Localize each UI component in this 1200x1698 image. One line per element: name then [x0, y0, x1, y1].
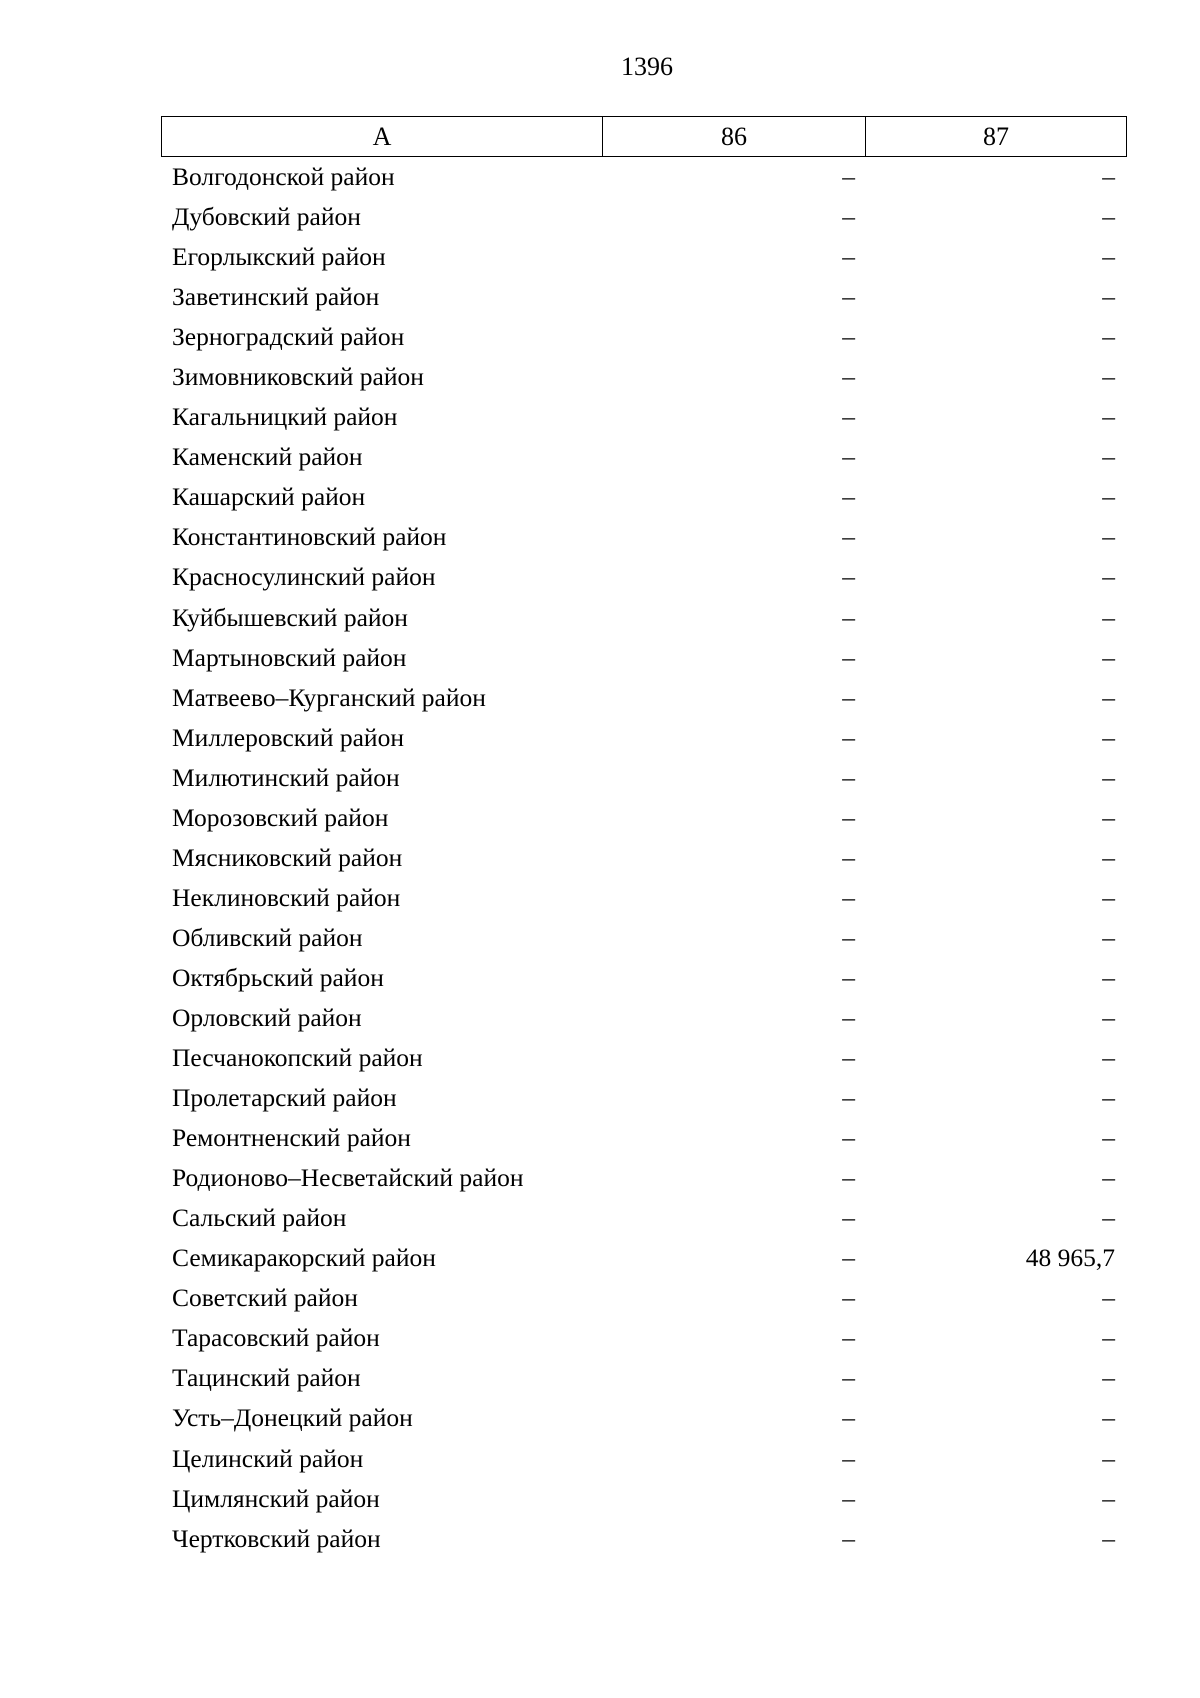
value-column-87: – [1102, 1283, 1115, 1313]
table-row [161, 357, 1127, 397]
value-column-86: – [842, 162, 855, 192]
district-name: Дубовский район [172, 202, 361, 232]
table-row [161, 1318, 1127, 1358]
table-row [161, 718, 1127, 758]
district-name: Чертковский район [172, 1523, 381, 1553]
district-name: Тарасовский район [172, 1323, 380, 1353]
value-column-86: – [842, 682, 855, 712]
value-column-86: – [842, 1283, 855, 1313]
district-name: Кашарский район [172, 482, 366, 512]
district-name: Зимовниковский район [172, 362, 424, 392]
value-column-87: – [1102, 282, 1115, 312]
value-column-87: – [1102, 1123, 1115, 1153]
value-column-86: – [842, 602, 855, 632]
value-column-86: – [842, 1483, 855, 1513]
value-column-87: – [1102, 1163, 1115, 1193]
value-column-86: – [842, 642, 855, 672]
value-column-87: – [1102, 1523, 1115, 1553]
value-column-86: – [842, 722, 855, 752]
value-column-87: – [1102, 1043, 1115, 1073]
value-column-86: – [842, 362, 855, 392]
district-name: Ремонтненский район [172, 1123, 411, 1153]
district-name: Тацинский район [172, 1363, 361, 1393]
district-name: Красносулинский район [172, 562, 436, 592]
district-name: Мясниковский район [172, 842, 403, 872]
value-column-86: – [842, 1163, 855, 1193]
table-row [161, 517, 1127, 557]
value-column-86: – [842, 1243, 855, 1273]
table-row [161, 397, 1127, 437]
value-column-87: – [1102, 762, 1115, 792]
value-column-86: – [842, 202, 855, 232]
table-row [161, 838, 1127, 878]
value-column-87: – [1102, 1443, 1115, 1473]
value-column-86: – [842, 402, 855, 432]
value-column-86: – [842, 962, 855, 992]
table-row [161, 1038, 1127, 1078]
header-column-86: 86 [603, 117, 866, 156]
table-row [161, 1118, 1127, 1158]
value-column-87: – [1102, 882, 1115, 912]
value-column-87: – [1102, 682, 1115, 712]
district-name: Семикаракорский район [172, 1243, 436, 1273]
district-name: Обливский район [172, 922, 363, 952]
value-column-87: – [1102, 482, 1115, 512]
value-column-86: – [842, 282, 855, 312]
header-column-a: А [162, 117, 603, 156]
value-column-87: – [1102, 242, 1115, 272]
table-row [161, 638, 1127, 678]
district-name: Усть–Донецкий район [172, 1403, 413, 1433]
district-name: Неклиновский район [172, 882, 401, 912]
value-column-86: – [842, 562, 855, 592]
district-name: Сальский район [172, 1203, 347, 1233]
value-column-87: – [1102, 442, 1115, 472]
district-name: Константиновский район [172, 522, 447, 552]
value-column-87: – [1102, 962, 1115, 992]
district-name: Каменский район [172, 442, 363, 472]
value-column-86: – [842, 842, 855, 872]
table-row [161, 317, 1127, 357]
district-name: Морозовский район [172, 802, 389, 832]
table-body [161, 157, 1127, 1559]
table-row [161, 878, 1127, 918]
table-row [161, 1158, 1127, 1198]
table-row [161, 1479, 1127, 1519]
district-name: Зерноградский район [172, 322, 405, 352]
value-column-87: – [1102, 562, 1115, 592]
table-row [161, 477, 1127, 517]
table-row [161, 798, 1127, 838]
table-row [161, 157, 1127, 197]
value-column-86: – [842, 482, 855, 512]
value-column-87: – [1102, 322, 1115, 352]
page-number: 1396 [621, 52, 673, 81]
value-column-87: – [1102, 1203, 1115, 1233]
value-column-87: 48 965,7 [1025, 1243, 1115, 1273]
table-row [161, 1519, 1127, 1559]
district-name: Заветинский район [172, 282, 380, 312]
value-column-86: – [842, 882, 855, 912]
district-name: Кагальницкий район [172, 402, 398, 432]
table-row [161, 1198, 1127, 1238]
district-name: Мартыновский район [172, 642, 407, 672]
district-name: Советский район [172, 1283, 358, 1313]
value-column-86: – [842, 1323, 855, 1353]
table-row [161, 1078, 1127, 1118]
district-name: Песчанокопский район [172, 1043, 423, 1073]
value-column-86: – [842, 1123, 855, 1153]
value-column-87: – [1102, 602, 1115, 632]
value-column-86: – [842, 762, 855, 792]
value-column-87: – [1102, 1323, 1115, 1353]
value-column-87: – [1102, 362, 1115, 392]
value-column-87: – [1102, 1403, 1115, 1433]
value-column-87: – [1102, 642, 1115, 672]
header-column-87: 87 [983, 121, 1009, 151]
district-name: Пролетарский район [172, 1083, 397, 1113]
district-name: Егорлыкский район [172, 242, 386, 272]
district-name: Цимлянский район [172, 1483, 380, 1513]
table-row [161, 918, 1127, 958]
district-name: Куйбышевский район [172, 602, 408, 632]
table-row [161, 1238, 1127, 1278]
value-column-87: – [1102, 922, 1115, 952]
value-column-87: – [1102, 802, 1115, 832]
value-column-87: – [1102, 402, 1115, 432]
district-name: Матвеево–Курганский район [172, 682, 486, 712]
district-name: Милютинский район [172, 762, 400, 792]
table-row [161, 998, 1127, 1038]
value-column-86: – [842, 522, 855, 552]
table-row [161, 1439, 1127, 1479]
value-column-87: – [1102, 162, 1115, 192]
table-row [161, 237, 1127, 277]
value-column-86: – [842, 922, 855, 952]
table-row [161, 958, 1127, 998]
value-column-86: – [842, 1043, 855, 1073]
district-name: Октябрьский район [172, 962, 384, 992]
table-row [161, 1358, 1127, 1398]
value-column-86: – [842, 1203, 855, 1233]
value-column-86: – [842, 1403, 855, 1433]
table-row [161, 678, 1127, 718]
value-column-87: – [1102, 1083, 1115, 1113]
table-header [161, 116, 1127, 157]
district-name: Родионово–Несветайский район [172, 1163, 524, 1193]
value-column-87: – [1102, 842, 1115, 872]
value-column-86: – [842, 442, 855, 472]
district-name: Целинский район [172, 1443, 364, 1473]
value-column-86: – [842, 1523, 855, 1553]
table-row [161, 758, 1127, 798]
value-column-86: – [842, 1443, 855, 1473]
table-row [161, 437, 1127, 477]
table-row [161, 277, 1127, 317]
value-column-87: – [1102, 202, 1115, 232]
table-row [161, 197, 1127, 237]
district-name: Миллеровский район [172, 722, 404, 752]
table-row [161, 1278, 1127, 1318]
value-column-87: – [1102, 522, 1115, 552]
value-column-86: – [842, 242, 855, 272]
value-column-86: – [842, 322, 855, 352]
value-column-86: – [842, 1003, 855, 1032]
value-column-87: – [1102, 722, 1115, 752]
district-name: Орловский район [172, 1003, 362, 1032]
value-column-86: – [842, 802, 855, 832]
value-column-86: – [842, 1083, 855, 1113]
table-row [161, 598, 1127, 638]
value-column-87: – [1102, 1483, 1115, 1513]
district-name: Волгодонской район [172, 162, 395, 192]
table-row [161, 1398, 1127, 1438]
value-column-87: – [1102, 1003, 1115, 1032]
table-row [161, 557, 1127, 597]
value-column-86: – [842, 1363, 855, 1393]
value-column-87: – [1102, 1363, 1115, 1393]
